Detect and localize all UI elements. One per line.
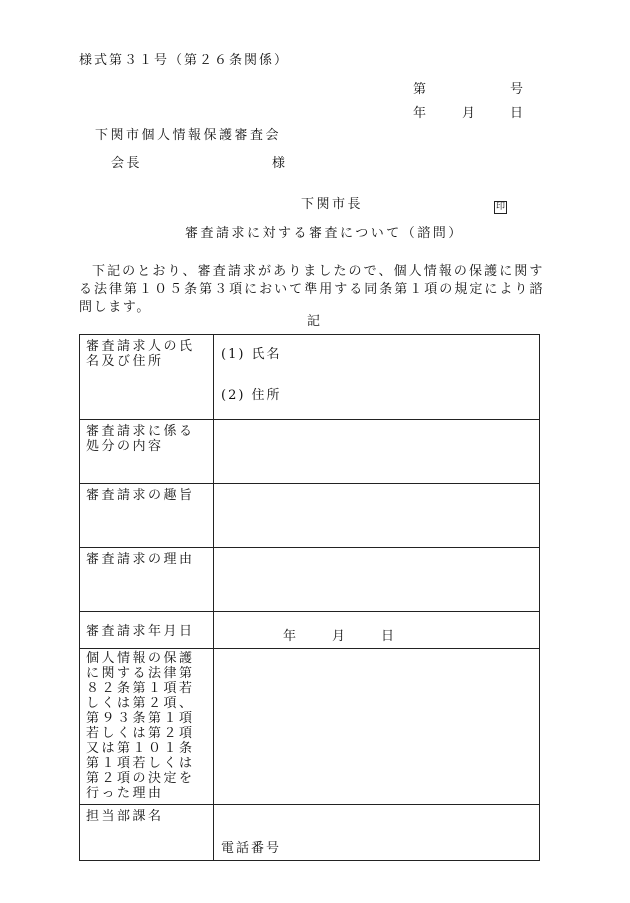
- form-table: [79, 334, 540, 861]
- label-cell: [80, 612, 214, 649]
- value-cell: [214, 805, 540, 861]
- label-cell: [80, 649, 214, 805]
- label-department: 担当部課名: [86, 809, 164, 824]
- label-cell: [80, 805, 214, 861]
- label-requester-name-address: 審査請求人の氏 名及び住所: [86, 339, 195, 369]
- value-phone-number: 電話番号: [221, 841, 282, 856]
- seal-mark: [494, 199, 507, 214]
- seal-char: 印: [495, 202, 505, 212]
- value-cell: [214, 420, 540, 484]
- form-number: 様式第３１号（第２６条関係）: [79, 53, 290, 68]
- table-row: [80, 612, 540, 649]
- table-row: [80, 649, 540, 805]
- body-text: [79, 263, 544, 317]
- label-disposition-content: 審査請求に係る 処分の内容: [86, 424, 195, 454]
- addressee-title: 会長: [111, 156, 143, 171]
- table-row: [80, 484, 540, 548]
- label-cell: [80, 420, 214, 484]
- date-day: 日: [510, 106, 524, 121]
- value-cell: [214, 649, 540, 805]
- label-cell: [80, 484, 214, 548]
- label-request-purpose: 審査請求の趣旨: [86, 488, 195, 503]
- sender-name: 下関市長: [301, 197, 364, 212]
- label-cell: [80, 335, 214, 420]
- addressee-honorific: 様: [272, 156, 286, 171]
- value-cell: [214, 612, 540, 649]
- addressee-organization: 下関市個人情報保護審査会: [95, 128, 282, 143]
- value-date-day: 日: [381, 629, 397, 644]
- date-year: 年: [413, 106, 427, 121]
- label-request-reason: 審査請求の理由: [86, 552, 195, 567]
- date-month: 月: [462, 106, 476, 121]
- label-cell: [80, 548, 214, 612]
- label-request-date: 審査請求年月日: [86, 624, 195, 639]
- document-title: 審査請求に対する審査について（諮問）: [185, 226, 464, 241]
- doc-number-prefix: 第: [413, 82, 427, 97]
- body-text-content: 下記のとおり、審査請求がありましたので、個人情報の保護に関する法律第１０５条第３項において準用する同条第１項の規定により諮問します。: [79, 264, 544, 315]
- value-address: (2) 住所: [221, 388, 282, 403]
- note-heading: 記: [307, 314, 321, 329]
- table-row: [80, 805, 540, 861]
- label-decision-reason: 個人情報の保護 に関する法律第 ８２条第１項若 しくは第２項、 第９３条第１項 若しくは第２項 又は第１０１条 第１項若しくは 第２項の決定を 行った理由: [86, 651, 195, 801]
- doc-number-suffix: 号: [510, 82, 524, 97]
- value-date-year: 年: [283, 629, 299, 644]
- value-date-month: 月: [332, 629, 348, 644]
- table-row: [80, 548, 540, 612]
- value-cell: [214, 335, 540, 420]
- table-row: [80, 420, 540, 484]
- value-cell: [214, 484, 540, 548]
- value-cell: [214, 548, 540, 612]
- value-name: (1) 氏名: [221, 347, 282, 362]
- table-row: [80, 335, 540, 420]
